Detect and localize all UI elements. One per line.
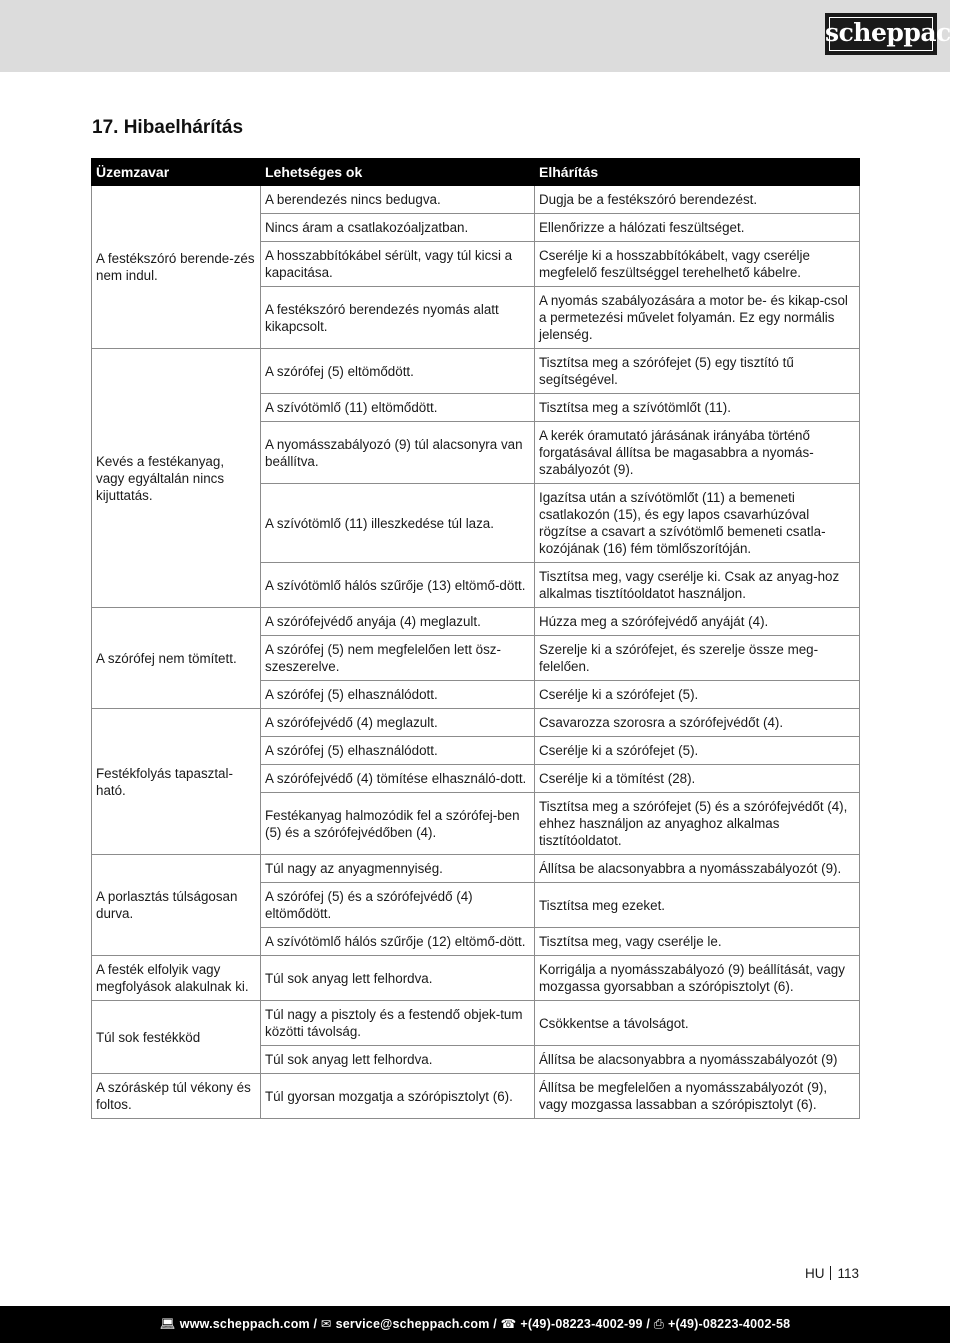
- cause-cell: A nyomásszabályozó (9) túl alacsonyra van beállítva.: [261, 422, 535, 484]
- cause-cell: A szórófejvédő (4) tömítése elhasználó-dott.: [261, 765, 535, 793]
- cause-cell: A berendezés nincs bedugva.: [261, 186, 535, 214]
- troubleshooting-table: [91, 158, 860, 1119]
- cause-cell: Túl nagy az anyagmennyiség.: [261, 855, 535, 883]
- table-body: [92, 186, 860, 1119]
- mail-icon: ✉︎: [320, 1317, 332, 1331]
- table-row: [92, 956, 860, 1001]
- footer-website: www.scheppach.com: [179, 1317, 310, 1331]
- cause-cell: A szívótömlő (11) eltömődött.: [261, 394, 535, 422]
- footer-fax: +(49)-08223-4002-58: [667, 1317, 791, 1331]
- footer-contact-bar: [0, 1306, 950, 1343]
- table-row: [92, 1074, 860, 1119]
- cause-cell: A szórófej (5) elhasználódott.: [261, 737, 535, 765]
- cause-cell: Nincs áram a csatlakozóaljzatban.: [261, 214, 535, 242]
- fault-cell: Kevés a festékanyag, vagy egyáltalán nincs kijuttatás.: [92, 349, 261, 608]
- cause-cell: A szívótömlő hálós szűrője (12) eltömő-dött.: [261, 928, 535, 956]
- remedy-cell: Csavarozza szorosra a szórófejvédőt (4).: [535, 709, 860, 737]
- cause-cell: A szórófejvédő anyája (4) meglazult.: [261, 608, 535, 636]
- cause-cell: A szívótömlő (11) illeszkedése túl laza.: [261, 484, 535, 563]
- remedy-cell: Tisztítsa meg, vagy cserélje ki. Csak az anyag-hoz alkalmas tisztítóoldatot használjon.: [535, 563, 860, 608]
- page-number: [805, 1266, 859, 1281]
- page-language: HU: [804, 1266, 825, 1281]
- remedy-cell: Tisztítsa meg a szívótömlőt (11).: [535, 394, 860, 422]
- remedy-cell: Szerelje ki a szórófejet, és szerelje össze meg-felelően.: [535, 636, 860, 681]
- remedy-cell: Tisztítsa meg ezeket.: [535, 883, 860, 928]
- laptop-icon: 💻︎: [159, 1317, 176, 1331]
- header-cause: Lehetséges ok: [261, 159, 535, 186]
- remedy-cell: Korrigálja a nyomásszabályozó (9) beállítását, vagy mozgassa gyorsabban a szórópisztolyt (6).: [535, 956, 860, 1001]
- remedy-cell: Húzza meg a szórófejvédő anyáját (4).: [535, 608, 860, 636]
- scheppach-logo: scheppach: [825, 13, 937, 55]
- remedy-cell: Cserélje ki a tömítést (28).: [535, 765, 860, 793]
- page-number-divider: [830, 1266, 831, 1280]
- remedy-cell: Ellenőrizze a hálózati feszültséget.: [535, 214, 860, 242]
- remedy-cell: Cserélje ki a szórófejet (5).: [535, 737, 860, 765]
- remedy-cell: Igazítsa után a szívótömlőt (11) a bemeneti csatlakozón (15), és egy lapos csavarhúzóval rögzítse a csavart a szívótömlő bemeneti csatla-kozójának (16) fém tömlőszorítóján.: [535, 484, 860, 563]
- table-row: [92, 608, 860, 636]
- footer-email: service@scheppach.com: [335, 1317, 490, 1331]
- footer-separator: /: [646, 1317, 651, 1331]
- cause-cell: A szívótömlő hálós szűrője (13) eltömő-dött.: [261, 563, 535, 608]
- cause-cell: A festékszóró berendezés nyomás alatt kikapcsolt.: [261, 287, 535, 349]
- cause-cell: A szórófej (5) elhasználódott.: [261, 681, 535, 709]
- cause-cell: A szórófej (5) eltömődött.: [261, 349, 535, 394]
- fault-cell: A festék elfolyik vagy megfolyások alakulnak ki.: [92, 956, 261, 1001]
- section-title: 17. Hibaelhárítás: [92, 117, 244, 138]
- cause-cell: Festékanyag halmozódik fel a szórófej-ben (5) és a szórófejvédőben (4).: [261, 793, 535, 855]
- remedy-cell: Cserélje ki a szórófejet (5).: [535, 681, 860, 709]
- remedy-cell: Állítsa be alacsonyabbra a nyomásszabályozót (9): [535, 1046, 860, 1074]
- cause-cell: A szórófej (5) nem megfelelően lett ösz-szeszerelve.: [261, 636, 535, 681]
- fault-cell: A festékszóró berende-zés nem indul.: [92, 186, 261, 349]
- fault-cell: A porlasztás túlságosan durva.: [92, 855, 261, 956]
- table-row: [92, 349, 860, 394]
- remedy-cell: A nyomás szabályozására a motor be- és kikap-csol a permetezési művelet folyamán. Ez egy normális jelenség.: [535, 287, 860, 349]
- fault-cell: A szórófej nem tömített.: [92, 608, 261, 709]
- fax-icon: ⎙: [653, 1317, 664, 1331]
- remedy-cell: Állítsa be megfelelően a nyomásszabályozót (9), vagy mozgassa lassabban a szórópisztolyt (6).: [535, 1074, 860, 1119]
- table-row: [92, 855, 860, 883]
- remedy-cell: Cserélje ki a hosszabbítókábelt, vagy cserélje megfelelő feszültséggel terehelhető kábelre.: [535, 242, 860, 287]
- cause-cell: Túl gyorsan mozgatja a szórópisztolyt (6).: [261, 1074, 535, 1119]
- header-remedy: Elhárítás: [535, 159, 860, 186]
- footer-separator: /: [313, 1317, 318, 1331]
- header-fault: Üzemzavar: [92, 159, 261, 186]
- header-band: [0, 0, 968, 72]
- remedy-cell: Csökkentse a távolságot.: [535, 1001, 860, 1046]
- remedy-cell: Dugja be a festékszóró berendezést.: [535, 186, 860, 214]
- remedy-cell: Tisztítsa meg a szórófejet (5) és a szórófejvédőt (4), ehhez használjon az anyaghoz alkalmas tisztítóoldatot.: [535, 793, 860, 855]
- table-row: [92, 186, 860, 214]
- remedy-cell: Tisztítsa meg, vagy cserélje le.: [535, 928, 860, 956]
- fault-cell: A szóráskép túl vékony és foltos.: [92, 1074, 261, 1119]
- cause-cell: Túl sok anyag lett felhordva.: [261, 956, 535, 1001]
- remedy-cell: Tisztítsa meg a szórófejet (5) egy tisztító tű segítségével.: [535, 349, 860, 394]
- table-row: [92, 709, 860, 737]
- page-number-value: 113: [837, 1266, 859, 1281]
- footer-separator: /: [493, 1317, 497, 1331]
- fault-cell: Festékfolyás tapasztal-ható.: [92, 709, 261, 855]
- cause-cell: Túl sok anyag lett felhordva.: [261, 1046, 535, 1074]
- fault-cell: Túl sok festékköd: [92, 1001, 261, 1074]
- table-row: [92, 1001, 860, 1046]
- footer-phone: +(49)-08223-4002-99: [520, 1317, 643, 1331]
- cause-cell: A hosszabbítókábel sérült, vagy túl kicsi a kapacitása.: [261, 242, 535, 287]
- table-header-row: [92, 159, 860, 186]
- cause-cell: Túl nagy a pisztoly és a festendő objek-tum közötti távolság.: [261, 1001, 535, 1046]
- remedy-cell: Állítsa be alacsonyabbra a nyomásszabályozót (9).: [535, 855, 860, 883]
- remedy-cell: A kerék óramutató járásának irányába történő forgatásával állítsa be magasabbra a nyomás-szabályozót (9).: [535, 422, 860, 484]
- cause-cell: A szórófej (5) és a szórófejvédő (4) eltömődött.: [261, 883, 535, 928]
- cause-cell: A szórófejvédő (4) meglazult.: [261, 709, 535, 737]
- phone-icon: ☎︎: [500, 1317, 517, 1331]
